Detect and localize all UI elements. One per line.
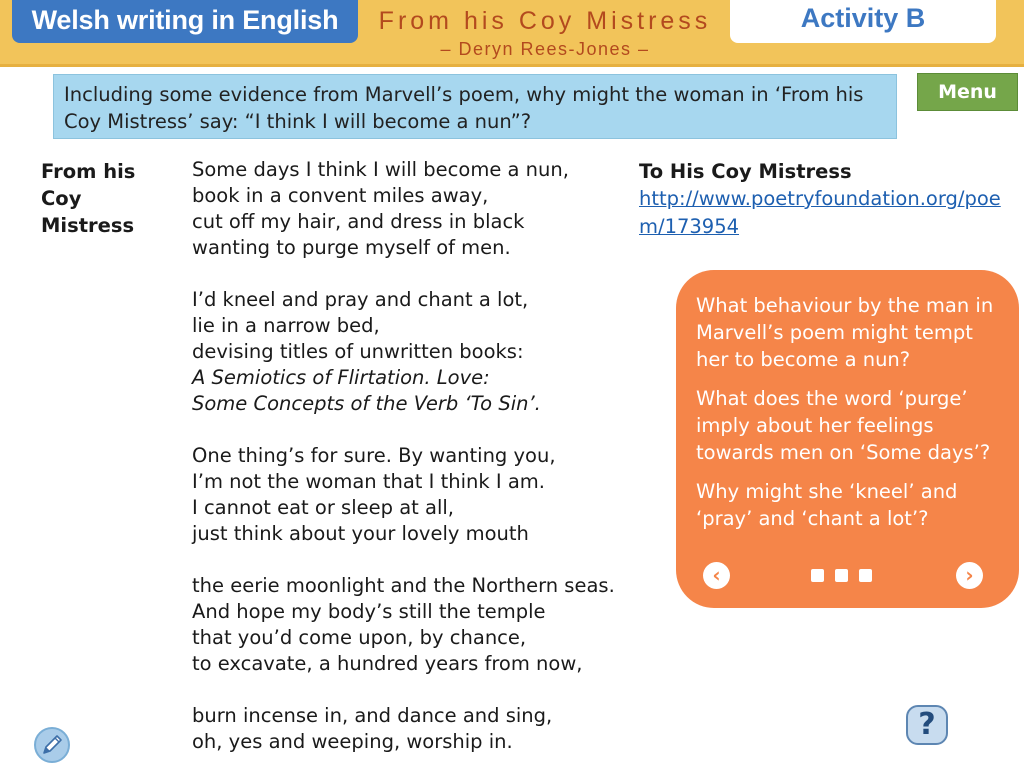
- topic-badge: Welsh writing in English: [12, 0, 358, 43]
- poem-line: the eerie moonlight and the Northern seas.: [192, 574, 615, 597]
- poem-line: lie in a narrow bed,: [192, 314, 380, 337]
- card-question: Why might she ‘kneel’ and ‘pray’ and ‘chant a lot’?: [696, 480, 958, 530]
- pencil-icon[interactable]: [34, 727, 70, 763]
- stanza-break: [192, 417, 622, 443]
- question-prompt: Including some evidence from Marvell’s poem, why might the woman in ‘From his Coy Mistress’ say: “I think I will become a nun”?: [53, 74, 897, 139]
- help-glyph: ?: [918, 707, 936, 742]
- card-question: What does the word ‘purge’ imply about her feelings towards men on ‘Some days’?: [696, 387, 991, 464]
- poem-line: cut off my hair, and dress in black: [192, 210, 525, 233]
- slide-dot[interactable]: [835, 569, 848, 582]
- activity-badge: Activity B: [730, 0, 996, 43]
- poem-line: oh, yes and weeping, worship in.: [192, 730, 513, 753]
- poem-line: that you’d come upon, by chance,: [192, 626, 527, 649]
- card-question: What behaviour by the man in Marvell’s poem might tempt her to become a nun?: [696, 294, 994, 371]
- poem-line: I cannot eat or sleep at all,: [192, 496, 454, 519]
- chevron-right-icon[interactable]: ›: [956, 562, 983, 589]
- poem-line: Some Concepts of the Verb ‘To Sin’.: [192, 392, 541, 415]
- poem-line: One thing’s for sure. By wanting you,: [192, 444, 556, 467]
- stanza-break: [192, 547, 622, 573]
- stanza-break: [192, 261, 622, 287]
- poem-line: And hope my body’s still the temple: [192, 600, 546, 623]
- stanza-break: [192, 677, 622, 703]
- menu-button[interactable]: Menu: [917, 73, 1018, 111]
- page-subtitle: – Deryn Rees-Jones –: [440, 39, 650, 59]
- poem-line: wanting to purge myself of men.: [192, 236, 511, 259]
- poem-line: burn incense in, and dance and sing,: [192, 704, 553, 727]
- poem-line: book in a convent miles away,: [192, 184, 489, 207]
- page-title: From his Coy Mistress: [378, 7, 712, 35]
- header-bar: [0, 0, 1024, 67]
- poem-line: just think about your lovely mouth: [192, 522, 529, 545]
- pencil-glyph: [36, 729, 68, 761]
- poem-line: Some days I think I will become a nun,: [192, 158, 569, 181]
- poem-text: [192, 157, 622, 755]
- question-card: [676, 270, 1019, 608]
- poem-line: A Semiotics of Flirtation. Love:: [192, 366, 490, 389]
- slide-dot[interactable]: [811, 569, 824, 582]
- poem-line: I’m not the woman that I think I am.: [192, 470, 545, 493]
- slide-dot[interactable]: [859, 569, 872, 582]
- poem-line: devising titles of unwritten books:: [192, 340, 524, 363]
- reference-link[interactable]: http://www.poetryfoundation.org/poem/173954: [639, 187, 1001, 238]
- poem-heading: From his Coy Mistress: [41, 160, 136, 237]
- help-icon[interactable]: [906, 705, 948, 745]
- poem-line: I’d kneel and pray and chant a lot,: [192, 288, 529, 311]
- poem-line: to excavate, a hundred years from now,: [192, 652, 583, 675]
- slide-indicators: [811, 569, 872, 582]
- reference-heading: To His Coy Mistress: [639, 160, 852, 183]
- chevron-left-icon[interactable]: ‹: [703, 562, 730, 589]
- title-block: [362, 4, 728, 60]
